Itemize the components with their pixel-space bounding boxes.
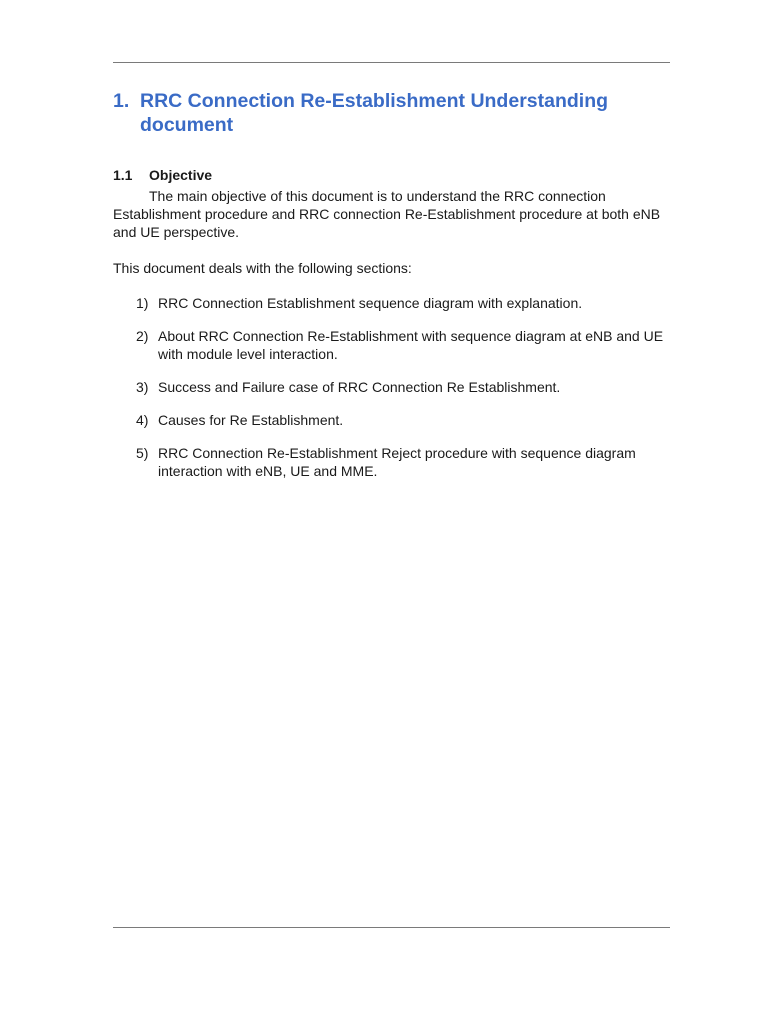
list-item — [113, 411, 673, 429]
list-item-text: Success and Failure case of RRC Connection Re Establishment. — [158, 379, 561, 395]
list-marker: 3) — [136, 379, 149, 395]
list-marker: 4) — [136, 412, 149, 428]
section-title: Objective — [149, 167, 213, 183]
document-heading — [113, 89, 673, 137]
list-item-text: About RRC Connection Re-Establishment with sequence diagram at eNB and UE with module level interaction. — [158, 328, 664, 362]
list-item — [113, 444, 673, 480]
list-item — [113, 294, 673, 312]
sections-list — [113, 294, 673, 495]
intro-paragraph: This document deals with the following sections: — [113, 260, 412, 276]
objective-paragraph: The main objective of this document is to understand the RRC connection Establishment procedure and RRC connection Re-Establishment procedure at both eNB and UE perspective. — [113, 188, 661, 240]
list-item-text: RRC Connection Establishment sequence diagram with explanation. — [158, 295, 583, 311]
section-number: 1.1 — [113, 167, 133, 183]
heading-title: RRC Connection Re-Establishment Understanding document — [140, 90, 609, 136]
header-rule — [113, 62, 670, 63]
section-heading — [113, 166, 212, 184]
list-marker: 5) — [136, 445, 149, 461]
list-item-text: RRC Connection Re-Establishment Reject procedure with sequence diagram interaction with eNB, UE and MME. — [158, 445, 636, 479]
list-item — [113, 327, 673, 363]
footer-rule — [113, 927, 670, 928]
list-marker: 1) — [136, 295, 149, 311]
list-marker: 2) — [136, 328, 149, 344]
list-item-text: Causes for Re Establishment. — [158, 412, 344, 428]
list-item — [113, 378, 673, 396]
heading-number: 1. — [113, 90, 130, 112]
